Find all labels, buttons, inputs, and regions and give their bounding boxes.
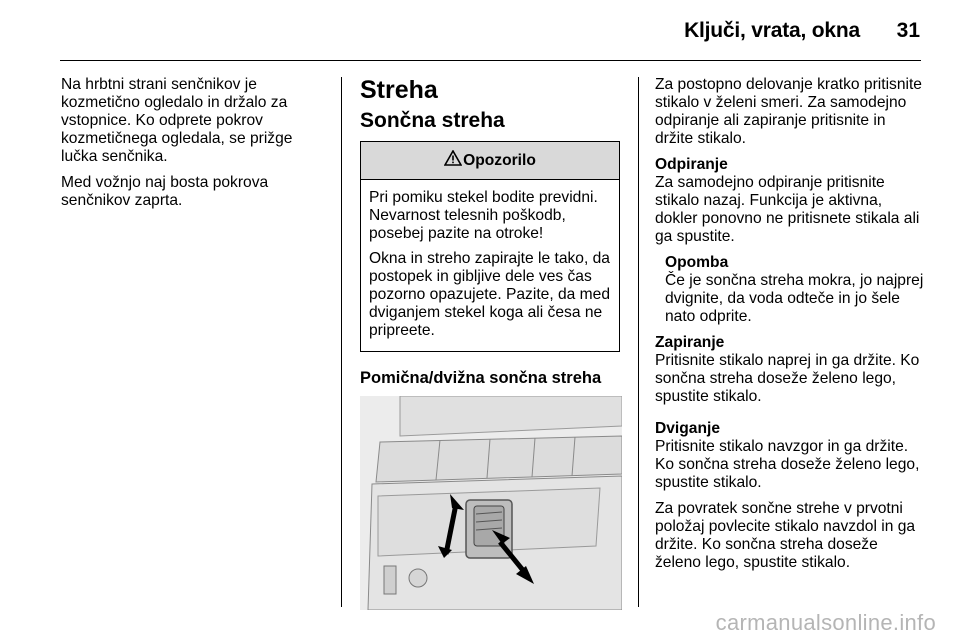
- warning-title: Opozorilo: [463, 151, 536, 169]
- page-title: Ključi, vrata, okna: [684, 19, 860, 42]
- warning-box: [360, 141, 620, 352]
- close-text: Pritisnite stikalo naprej in ga držite. Ko sončna streha doseže želeno lego, spustite stikalo.: [655, 352, 920, 405]
- column-divider-2: [638, 77, 639, 607]
- warning-paragraph-2: Okna in streho zapirajte le tako, da postopek in gibljive dele ves čas pozorno opazujete. Pazite, da med dviganjem stekel koga ali česa ne pripreete.: [369, 250, 610, 339]
- warning-body: [361, 180, 619, 351]
- raise-return-text: Za povratek sončne strehe v prvotni položaj povlecite stikalo navzdol in ga držite. Ko sončna streha doseže želeno lego, spustite stikalo.: [655, 500, 916, 571]
- sunroof-heading: Pomična/dvižna sončna streha: [360, 369, 602, 387]
- subsection-heading: Sončna streha: [360, 109, 505, 132]
- section-heading: Streha: [360, 76, 438, 104]
- note-block: [655, 254, 927, 326]
- header-divider: [60, 60, 921, 61]
- paragraph-close-covers: Med vožnjo naj bosta pokrova senčnikov zaprta.: [61, 174, 269, 209]
- sunroof-switch-illustration: [360, 396, 622, 610]
- page-number: 31: [896, 19, 920, 42]
- watermark: carmanualsonline.info: [715, 610, 936, 635]
- column-3: [655, 76, 927, 580]
- paragraph-mirror: Na hrbtni strani senčnikov je kozmetično ogledalo in držalo za vstopnice. Ko odprete pokrov kozmetičnega ogledala, se prižge lučka senčnika.: [61, 76, 293, 165]
- open-text: Za samodejno odpiranje pritisnite stikalo nazaj. Funkcija je aktivna, dokler ponovno ne pritisnete stikala ali ga spustite.: [655, 174, 920, 245]
- intro-paragraph: Za postopno delovanje kratko pritisnite stikalo v želeni smeri. Za samodejno odpiranje ali zapiranje pritisnite in držite stikalo.: [655, 76, 922, 147]
- open-label: Odpiranje: [655, 156, 728, 173]
- column-1: [61, 76, 323, 218]
- page-header: [0, 0, 960, 60]
- note-text: Če je sončna streha mokra, jo najprej dvignite, da voda odteče in jo šele nato odprite.: [665, 272, 924, 325]
- close-label: Zapiranje: [655, 334, 725, 351]
- warning-triangle-icon: [444, 150, 462, 171]
- raise-text: Pritisnite stikalo navzgor in ga držite. Ko sončna streha doseže želeno lego, spustite stikalo.: [655, 438, 920, 491]
- raise-label: Dviganje: [655, 420, 720, 437]
- raise-section: [655, 420, 927, 492]
- column-divider-1: [341, 77, 342, 607]
- column-2: [360, 76, 622, 610]
- warning-paragraph-1: Pri pomiku stekel bodite previdni. Nevarnost telesnih poškodb, posebej pazite na otroke!: [369, 189, 598, 242]
- warning-header: [361, 142, 619, 180]
- note-label: Opomba: [665, 254, 729, 271]
- open-section: [655, 156, 927, 246]
- close-section: [655, 334, 927, 406]
